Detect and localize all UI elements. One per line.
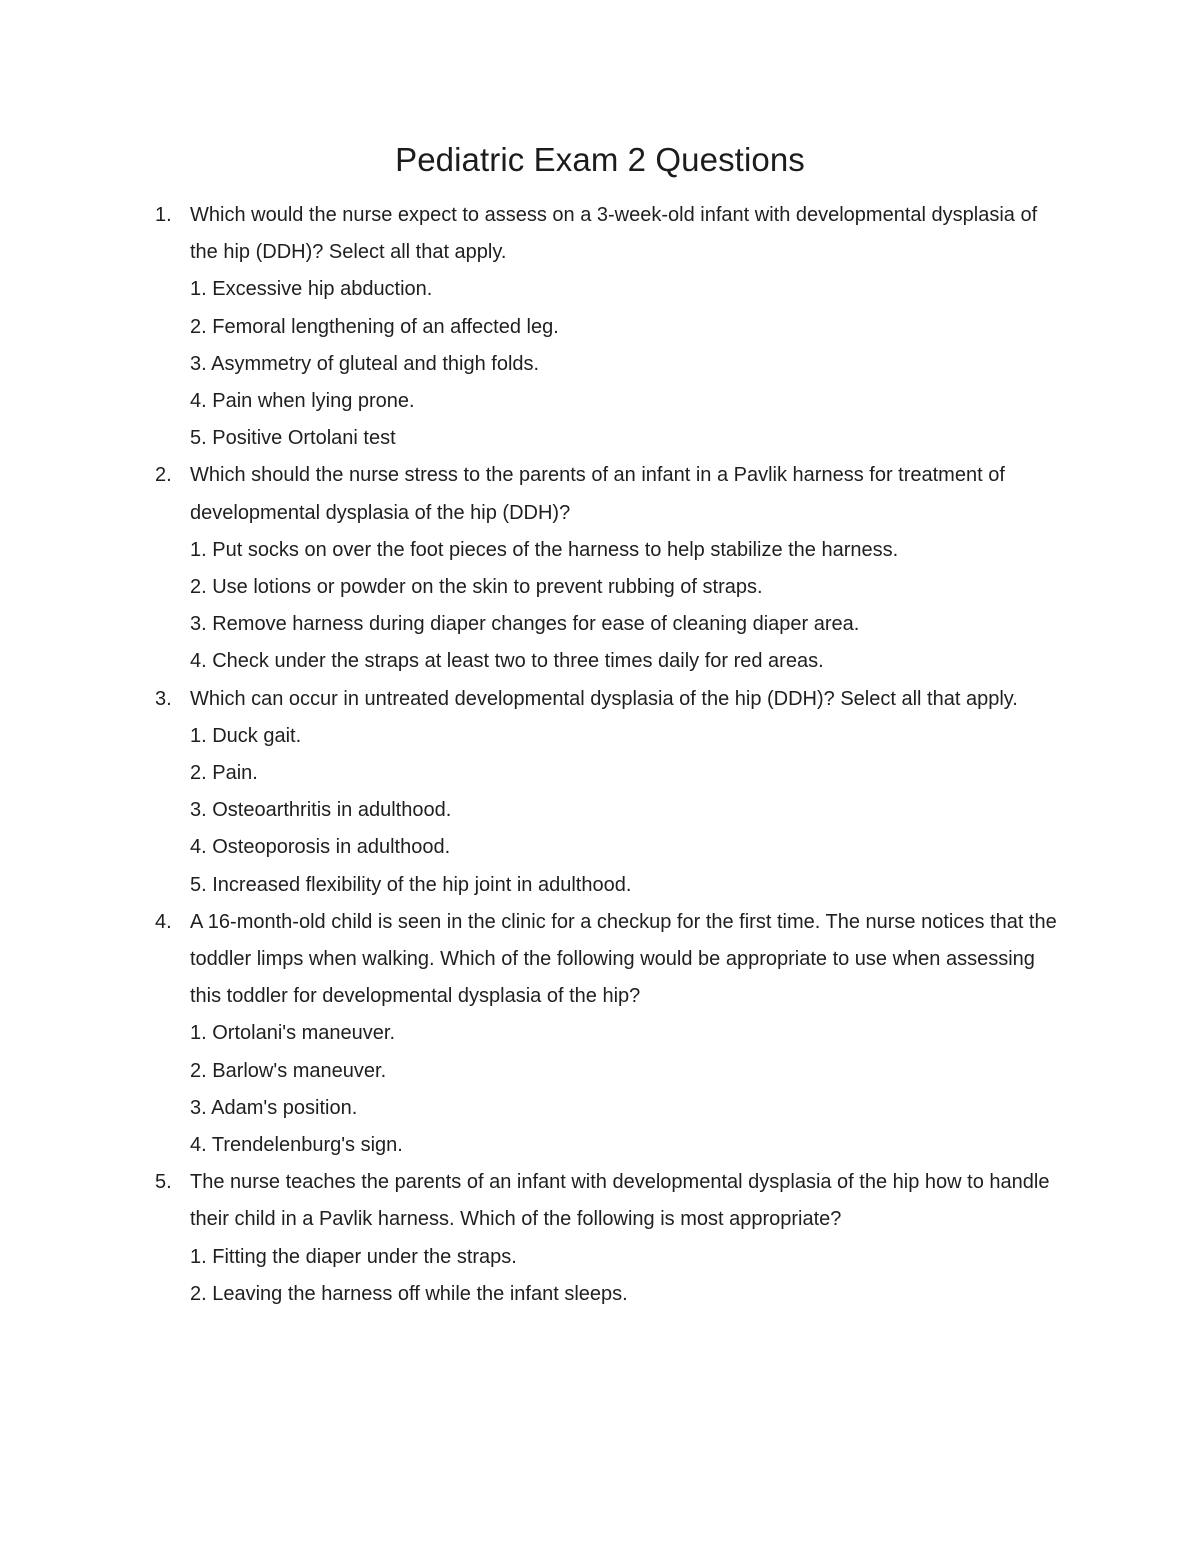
- answer-options: [190, 271, 1060, 457]
- answer-option: 5. Positive Ortolani test: [190, 427, 396, 450]
- answer-options: [190, 1239, 1060, 1313]
- question-item: [0, 1164, 1200, 1313]
- question-number: 5.: [155, 1171, 172, 1194]
- answer-option: 2. Barlow's maneuver.: [190, 1059, 387, 1082]
- answer-option: 5. Increased flexibility of the hip joint in adulthood.: [190, 873, 632, 896]
- answer-option: 1. Fitting the diaper under the straps.: [190, 1245, 517, 1268]
- question-number: 1.: [155, 204, 172, 226]
- question-text: Which would the nurse expect to assess on a 3-week-old infant with developmental dysplasia of the hip (DDH)? Select all that apply.: [190, 204, 1038, 264]
- answer-option: 3. Adam's position.: [190, 1096, 358, 1119]
- answer-option: 3. Asymmetry of gluteal and thigh folds.: [190, 352, 540, 375]
- answer-option: 4. Trendelenburg's sign.: [190, 1134, 403, 1157]
- question-number: 3.: [155, 687, 172, 710]
- answer-option: 1. Excessive hip abduction.: [190, 278, 433, 301]
- answer-option: 4. Pain when lying prone.: [190, 390, 415, 413]
- answer-option: 1. Put socks on over the foot pieces of the harness to help stabilize the harness.: [190, 538, 899, 561]
- page-title: Pediatric Exam 2 Questions: [395, 141, 805, 178]
- question-item: [0, 457, 1200, 680]
- answer-option: 3. Osteoarthritis in adulthood.: [190, 799, 452, 822]
- question-item: [0, 904, 1200, 1164]
- answer-option: 4. Check under the straps at least two to three times daily for red areas.: [190, 650, 824, 673]
- question-text: Which should the nurse stress to the parents of an infant in a Pavlik harness for treatment of developmental dysplasia of the hip (DDH)?: [190, 464, 1005, 524]
- answer-options: [190, 718, 1060, 904]
- answer-options: [190, 1015, 1060, 1164]
- question-text: The nurse teaches the parents of an infant with developmental dysplasia of the hip how to handle their child in a Pavlik harness. Which of the following is most appropriate?: [190, 1171, 1050, 1231]
- question-text: A 16-month-old child is seen in the clinic for a checkup for the first time. The nurse notices that the toddler limps when walking. Which of the following would be appropriate to use when assessing this toddler for developmental dysplasia of the hip?: [190, 910, 1057, 1008]
- answer-option: 2. Femoral lengthening of an affected leg.: [190, 315, 559, 338]
- answer-option: 1. Ortolani's maneuver.: [190, 1022, 396, 1045]
- question-list: [0, 197, 1200, 1313]
- question-number: 2.: [155, 464, 172, 487]
- answer-option: 2. Use lotions or powder on the skin to prevent rubbing of straps.: [190, 576, 763, 599]
- question-text: Which can occur in untreated developmental dysplasia of the hip (DDH)? Select all that apply.: [190, 687, 1018, 710]
- question-item: [0, 681, 1200, 904]
- answer-option: 2. Pain.: [190, 762, 258, 785]
- question-number: 4.: [155, 910, 172, 933]
- answer-options: [190, 532, 1060, 681]
- question-item: [0, 197, 1200, 457]
- answer-option: 3. Remove harness during diaper changes for ease of cleaning diaper area.: [190, 613, 860, 636]
- answer-option: 2. Leaving the harness off while the infant sleeps.: [190, 1282, 628, 1305]
- answer-option: 1. Duck gait.: [190, 724, 302, 747]
- answer-option: 4. Osteoporosis in adulthood.: [190, 836, 451, 859]
